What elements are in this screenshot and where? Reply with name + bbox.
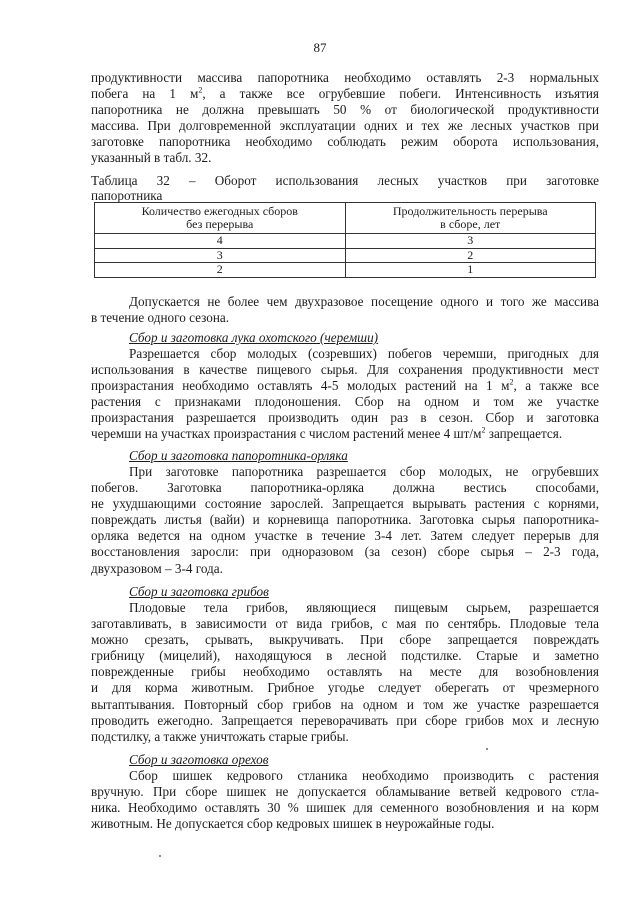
- text-line: подстилку, а также уничтожать старые грибы.: [91, 728, 349, 744]
- table-cell: 2: [345, 248, 596, 263]
- text-line: произрастания разрешается производить один раз в сезон. Сбор и заготовка: [91, 410, 599, 426]
- text-line: заготовке папоротника необходимо соблюдать режим оборота использования,: [91, 134, 599, 150]
- text-line: двухразовом – 3-4 года.: [91, 560, 223, 576]
- text-line: вытаптывания. Повторный сбор грибов на одном и том же участке разрешается: [91, 696, 599, 712]
- text-line: [91, 378, 599, 394]
- scan-artifact: [159, 855, 161, 857]
- text-line: повреждать листья (вайи) и корневища папоротника. Заготовка сырья папоротника-: [91, 512, 599, 528]
- table-cell: 1: [345, 263, 596, 278]
- text-line: Сбор шишек кедрового стланика необходимо производить с растения: [129, 768, 599, 783]
- table-row: [95, 263, 596, 278]
- table-caption: [91, 173, 599, 203]
- text-fragment: , а также все огрубевшие побеги. Интенсивность изъятия: [202, 86, 599, 102]
- header-text: в сборе, лет: [440, 217, 501, 231]
- text-fragment: запрещается.: [485, 426, 563, 442]
- superscript: 2: [481, 426, 486, 436]
- header-text: Количество ежегодных сборов: [141, 203, 298, 218]
- text-line: продуктивности массива папоротника необходимо оставлять 2-3 нормальных: [91, 70, 599, 85]
- header-text: без перерыва: [186, 217, 254, 231]
- text-line: грибницу (мицелий), находящуюся в лесной подстилке. Старые и заметно: [91, 648, 599, 664]
- intro-paragraph: [91, 70, 599, 167]
- table-row: [95, 248, 596, 263]
- header-cell-collections: [95, 203, 346, 234]
- scan-artifact: [486, 748, 488, 750]
- text-line: в течение одного сезона.: [91, 310, 230, 326]
- text-line: не ухудшающими состояние зарослей. Запрещается вырывать растения с корнями,: [91, 496, 599, 512]
- text-fragment: произрастания необходимо оставлять 4-5 молодых растений на 1 м: [91, 378, 510, 394]
- caption-line: Таблица 32 – Оборот использования лесных участков при заготовке: [91, 173, 599, 188]
- superscript: 2: [509, 377, 514, 387]
- turnover-table: [94, 202, 596, 278]
- note-paragraph: [91, 294, 599, 326]
- ramsons-paragraph: [91, 346, 599, 443]
- text-line: и для корма животным. Грибное угодье следует оберегать от чрезмерного: [91, 680, 599, 696]
- table-cell: 2: [95, 263, 346, 278]
- header-cell-break: [345, 203, 596, 234]
- text-line: папоротника не должна превышать 50 % от биологической продуктивности: [91, 102, 599, 118]
- text-line: [91, 86, 599, 102]
- section-heading-bracken: Сбор и заготовка папоротника-орляка: [129, 448, 348, 463]
- text-line: можно срезать, срывать, выкручивать. При сборе запрещается повреждать: [91, 632, 599, 648]
- table-cell: 3: [345, 234, 596, 249]
- text-line: массива. При долговременной эксплуатации одних и тех же лесных участков при: [91, 118, 599, 134]
- table-header-row: [95, 203, 596, 234]
- text-line: восстановления заросли: при одноразовом (за сезон) сборе сырья – 2-3 года,: [91, 544, 599, 560]
- text-line: побегов. Заготовка папоротника-орляка должна вестись способами,: [91, 480, 599, 496]
- table-row: [95, 234, 596, 249]
- text-line: указанный в табл. 32.: [91, 150, 212, 166]
- text-line: Плодовые тела грибов, являющиеся пищевым сырьем, разрешается: [129, 600, 599, 615]
- nuts-paragraph: [91, 768, 599, 832]
- text-line: животным. Не допускается сбор кедровых шишек в неурожайные годы.: [91, 816, 495, 832]
- section-heading-ramsons: Сбор и заготовка лука охотского (черемши): [129, 330, 379, 345]
- text-line: При заготовке папоротника разрешается сбор молодых, не огрубевших: [129, 464, 599, 479]
- text-line: поврежденные грибы необходимо оставлять на месте для возобновления: [91, 664, 599, 680]
- text-line: проводить ежегодно. Запрещается переворачивать при сборе грибов мох и лесную: [91, 712, 599, 728]
- page-number: 87: [313, 40, 327, 55]
- section-heading-nuts: Сбор и заготовка орехов: [129, 752, 269, 767]
- text-line: Разрешается сбор молодых (созревших) побегов черемши, пригодных для: [129, 346, 599, 361]
- section-heading-mushrooms: Сбор и заготовка грибов: [129, 584, 269, 599]
- text-line: ника. Необходимо оставлять 30 % шишек для семенного возобновления и на корм: [91, 800, 599, 816]
- text-fragment: , а также все: [513, 378, 599, 394]
- table-cell: 3: [95, 248, 346, 263]
- mushrooms-paragraph: [91, 600, 599, 745]
- text-line: вручную. При сборе шишек не допускается обламывание ветвей кедрового стла-: [91, 784, 599, 800]
- table-cell: 4: [95, 234, 346, 249]
- header-text: Продолжительность перерыва: [392, 203, 548, 218]
- text-line: [91, 426, 599, 442]
- caption-line: папоротника: [91, 188, 163, 203]
- text-fragment: черемши на участках произрастания с числом растений менее 4 шт/м: [91, 426, 482, 442]
- superscript: 2: [198, 85, 203, 95]
- text-line: Допускается не более чем двухразовое посещение одного и того же массива: [129, 294, 599, 309]
- text-fragment: побега на 1 м: [91, 86, 199, 102]
- bracken-paragraph: [91, 464, 599, 577]
- text-line: использования в качестве пищевого сырья. Для сохранения продуктивности мест: [91, 362, 599, 378]
- text-line: растения с признаками плодоношения. Сбор на одном и том же участке: [91, 394, 599, 410]
- text-line: орляка ведется на одном участке в течение 3-4 лет. Затем следует перерыв для: [91, 528, 599, 544]
- text-line: заготавливать, в зависимости от вида грибов, с мая по сентябрь. Плодовые тела: [91, 616, 599, 632]
